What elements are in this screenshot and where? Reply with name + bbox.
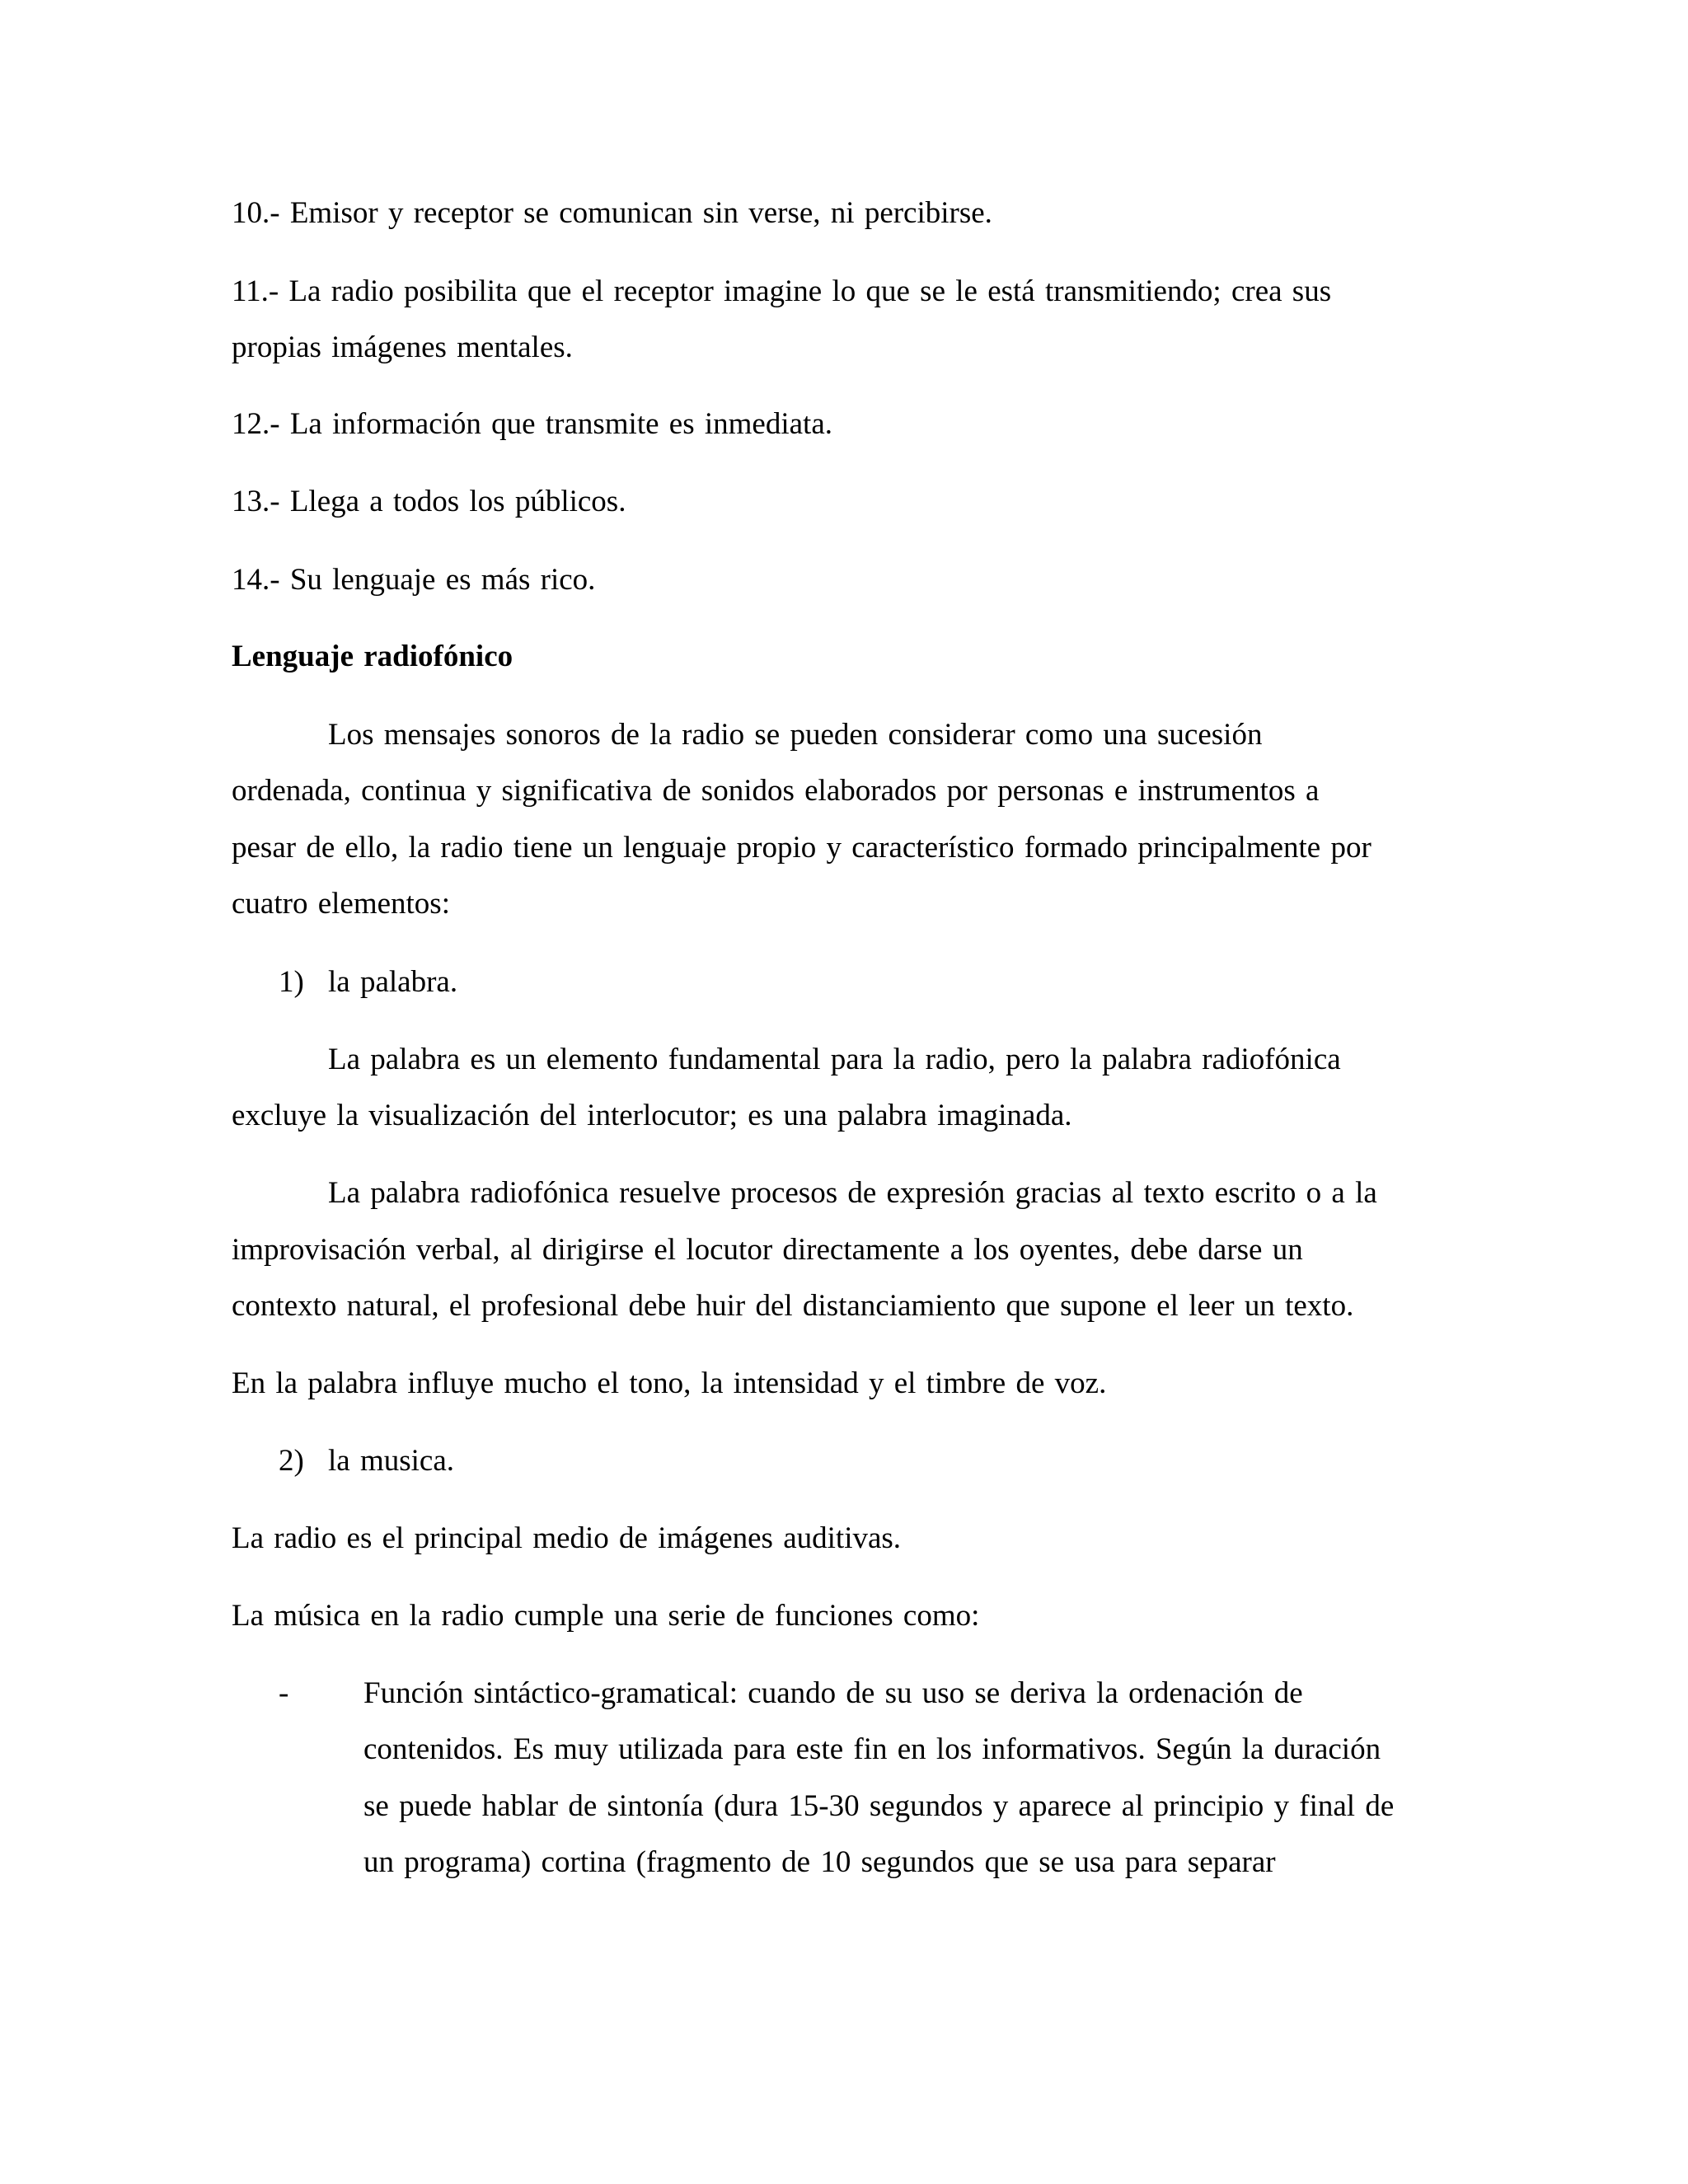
paragraph-line: La palabra radiofónica resuelve procesos de expresión gracias al texto escrito o a la (328, 1176, 1377, 1210)
list-item-12: 12.- La información que transmite es inmediata. (232, 407, 832, 441)
paragraph-line: La música en la radio cumple una serie de funciones como: (232, 1599, 980, 1633)
list-item-10: 10.- Emisor y receptor se comunican sin verse, ni percibirse. (232, 196, 992, 230)
paragraph-line: excluye la visualización del interlocutor; es una palabra imaginada. (232, 1099, 1072, 1132)
list-item-14: 14.- Su lenguaje es más rico. (232, 563, 596, 597)
bullet-marker: - (279, 1676, 289, 1710)
bullet-text-line: un programa) cortina (fragmento de 10 segundos que se usa para separar (363, 1845, 1276, 1879)
list-item-11: 11.- La radio posibilita que el receptor imagine lo que se le está transmitiendo; crea sus (232, 274, 1332, 308)
numbered-item-label: la musica. (328, 1444, 455, 1478)
bullet-text-line: contenidos. Es muy utilizada para este fin en los informativos. Según la duración (363, 1732, 1381, 1766)
numbered-item-marker: 2) (279, 1444, 304, 1478)
paragraph-line: Los mensajes sonoros de la radio se pueden considerar como una sucesión (328, 718, 1263, 752)
paragraph-line: contexto natural, el profesional debe huir del distanciamiento que supone el leer un texto. (232, 1289, 1354, 1323)
paragraph-line: La radio es el principal medio de imágenes auditivas. (232, 1521, 902, 1555)
paragraph-line: En la palabra influye mucho el tono, la intensidad y el timbre de voz. (232, 1366, 1107, 1400)
paragraph-line: cuatro elementos: (232, 887, 450, 921)
numbered-item-label: la palabra. (328, 965, 458, 999)
paragraph-line: La palabra es un elemento fundamental para la radio, pero la palabra radiofónica (328, 1043, 1341, 1076)
paragraph-line: improvisación verbal, al dirigirse el locutor directamente a los oyentes, debe darse un (232, 1233, 1303, 1267)
list-item-13: 13.- Llega a todos los públicos. (232, 485, 626, 518)
paragraph-line: ordenada, continua y significativa de sonidos elaborados por personas e instrumentos a (232, 774, 1320, 808)
numbered-item-marker: 1) (279, 965, 304, 999)
bullet-text-line: se puede hablar de sintonía (dura 15-30 segundos y aparece al principio y final de (363, 1789, 1395, 1823)
paragraph-line: pesar de ello, la radio tiene un lenguaje propio y característico formado principalmente por (232, 831, 1372, 865)
bullet-text-line: Función sintáctico-gramatical: cuando de su uso se deriva la ordenación de (363, 1676, 1303, 1710)
list-item-11-continued: propias imágenes mentales. (232, 330, 573, 364)
section-heading: Lenguaje radiofónico (232, 640, 513, 673)
